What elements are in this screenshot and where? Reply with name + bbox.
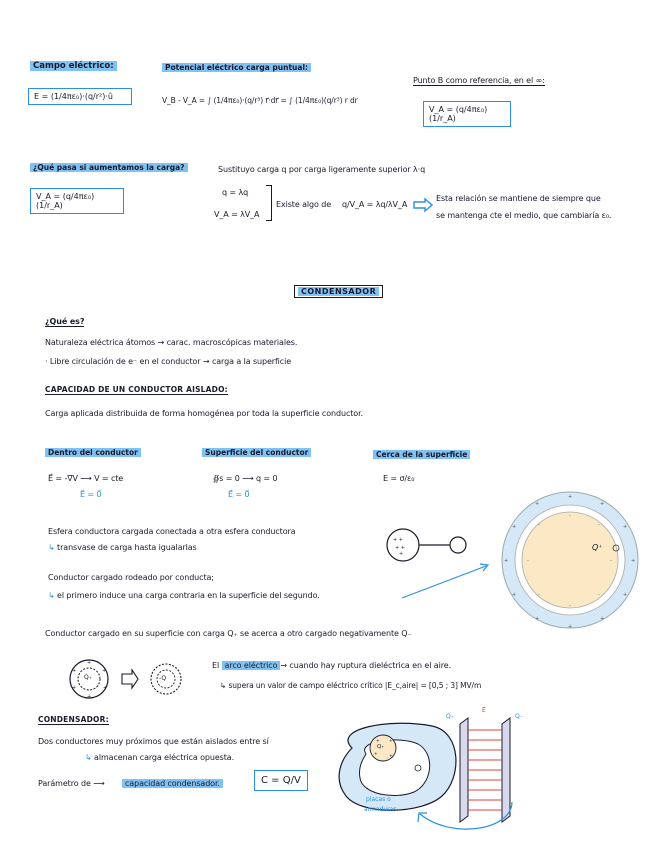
curved-arrow-icon: ↳: [48, 591, 58, 600]
svg-text:+: +: [535, 501, 540, 507]
svg-text:+ +: + +: [395, 545, 405, 551]
curved-arrow-icon: ↳: [48, 543, 58, 552]
rodeado-line2: el primero induce una carga contraria en la superficie del segundo.: [57, 591, 320, 600]
curved-arrow-icon: ↳: [220, 681, 229, 690]
svg-text:+: +: [512, 524, 517, 530]
superficie-title: Superficie del conductor: [202, 448, 311, 457]
svg-text:-: -: [569, 603, 571, 609]
svg-text:+: +: [102, 668, 107, 674]
svg-text:+: +: [72, 668, 77, 674]
va-formula-box-2: V_A = (q/4πε₀)(1/r_A): [30, 188, 124, 214]
esfera-line1: Esfera conductora cargada conectada a otra esfera conductora: [48, 527, 296, 536]
svg-text:-: -: [610, 558, 612, 564]
svg-text:+: +: [623, 592, 628, 598]
svg-text:+ +: + +: [393, 537, 403, 543]
svg-text:-: -: [527, 558, 529, 564]
svg-text:+: +: [512, 592, 517, 598]
ratio-formula: q/V_A = λq/λV_A: [342, 200, 408, 209]
svg-text:+: +: [87, 660, 92, 666]
condensador-title: CONDENSADOR: [294, 285, 383, 298]
capacitance-formula-box: C = Q/V: [254, 770, 308, 791]
pointer-arrow-icon: [400, 560, 490, 600]
capacidad-line: Carga aplicada distribuida de forma homogénea por toda la superficie conductor.: [45, 409, 363, 418]
superficie-result: E⃗ = 0⃗: [228, 490, 250, 499]
ring-label: Q⁺: [592, 543, 603, 552]
condensador-line2-row: [85, 753, 234, 762]
svg-text:+: +: [504, 558, 509, 564]
bracket: [266, 185, 272, 221]
implies-arrow-icon: [413, 199, 433, 211]
svg-text:-: -: [538, 522, 540, 528]
arco-line2-row: [220, 681, 481, 690]
cerca-title: Cerca de la superficie: [373, 450, 470, 459]
svg-text:+: +: [535, 616, 540, 622]
sustituyo-text: Sustituyo carga q por carga ligeramente superior λ·q: [218, 165, 426, 174]
punto-b-text: Punto B como referencia, en el ∞:: [413, 76, 545, 85]
dentro-eq: E⃗ = -∇⃗V ⟶ V = cte: [48, 474, 124, 483]
q-minus-label: -Q: [159, 675, 167, 682]
relation-line2: se mantenga cte el medio, que cambiaría ε₀.: [436, 211, 612, 220]
campo-title: Campo eléctrico:: [30, 61, 117, 71]
rodeado-line2-row: [48, 591, 320, 600]
svg-text:+: +: [389, 739, 393, 744]
condensador-line2: almacenan carga eléctrica opuesta.: [94, 753, 235, 762]
question-text: ¿Qué pasa si aumentamos la carga?: [30, 163, 188, 172]
arco-line1: El arco eléctrico → cuando hay ruptura dieléctrica en el aire.: [212, 661, 452, 670]
rodeado-line1: Conductor cargado rodeado por conducta;: [48, 573, 214, 582]
svg-text:+: +: [103, 685, 108, 691]
capacidad-label: capacidad condensador.: [122, 779, 223, 788]
curved-arrow-icon: ↳: [85, 753, 95, 762]
que-es-heading: ¿Qué es?: [45, 317, 85, 326]
relation-line1: Esta relación se mantiene de siempre que: [436, 194, 601, 203]
q-eq: q = λq: [222, 188, 249, 197]
svg-text:-: -: [538, 592, 540, 598]
svg-text:+: +: [376, 739, 380, 744]
existe-text: Existe algo de: [276, 200, 332, 209]
svg-text:+: +: [631, 558, 636, 564]
svg-text:+: +: [568, 494, 573, 500]
capacidad-heading: CAPACIDAD DE UN CONDUCTOR AISLADO:: [45, 385, 228, 394]
svg-text:+: +: [72, 685, 77, 691]
esfera-line2: transvase de carga hasta igualarlas: [57, 543, 197, 552]
inner-q-label: Q₊: [377, 744, 385, 750]
parametro-text: Parámetro de ⟶: [38, 779, 105, 788]
armaduras-label: armaduras: [364, 806, 397, 813]
dentro-result: E⃗ = 0⃗: [80, 490, 102, 499]
svg-text:+: +: [389, 754, 393, 759]
svg-text:+: +: [87, 694, 92, 700]
svg-text:-: -: [598, 522, 600, 528]
svg-text:+: +: [600, 616, 605, 622]
condensador-line1: Dos conductores muy próximos que están aislados entre sí: [38, 737, 269, 746]
esfera-line2-row: [48, 543, 197, 552]
condensador-heading: CONDENSADOR:: [38, 715, 109, 724]
svg-text:+: +: [399, 551, 404, 557]
svg-text:+: +: [374, 752, 378, 757]
potencial-title: Potencial eléctrico carga puntual:: [162, 63, 311, 72]
placas-label: placas o: [366, 796, 391, 803]
acerca-text: Conductor cargado en su superficie con carga Q₊ se acerca a otro cargado negativamente Q₋: [45, 629, 412, 638]
que-es-line1: Naturaleza eléctrica átomos → carac. macroscópicas materiales.: [45, 338, 298, 347]
plate-q-right: Q₋: [515, 713, 523, 720]
que-es-line2: · Libre circulación de e⁻ en el conductor → carga a la superficie: [45, 357, 292, 366]
campo-formula-box: E = (1/4πε₀)·(q/r²)·û: [28, 88, 132, 105]
curved-pointer-arrow-icon: [412, 800, 522, 840]
va-eq: V_A = λV_A: [214, 210, 260, 219]
field-label: E⃗: [482, 707, 486, 714]
concentric-conductor-diagram: [500, 490, 640, 630]
plate-q-left: Q₊: [446, 713, 454, 720]
q-plus-label: Q₊: [84, 674, 92, 681]
svg-text:+: +: [623, 524, 628, 530]
svg-text:+: +: [600, 501, 605, 507]
arco-line2: supera un valor de campo eléctrico crítico |E_c,aire| = [0,5 ; 3] MV/m: [228, 681, 482, 690]
svg-text:-: -: [598, 592, 600, 598]
potencial-formula: V_B - V_A = ∫ (1/4πε₀)·(q/r³) r⃗·dr⃗ = ∫ (1/4πε₀)(q/r³) r dr: [162, 96, 358, 105]
cerca-eq: E = σ/ε₀: [383, 474, 415, 483]
dentro-title: Dentro del conductor: [45, 448, 141, 457]
svg-text:-: -: [569, 513, 571, 519]
va-formula-box: V_A = (q/4πε₀)(1/r_A): [423, 101, 511, 127]
superficie-eq: ∯s = 0 ⟶ q = 0: [213, 474, 278, 483]
svg-text:+: +: [568, 624, 573, 630]
